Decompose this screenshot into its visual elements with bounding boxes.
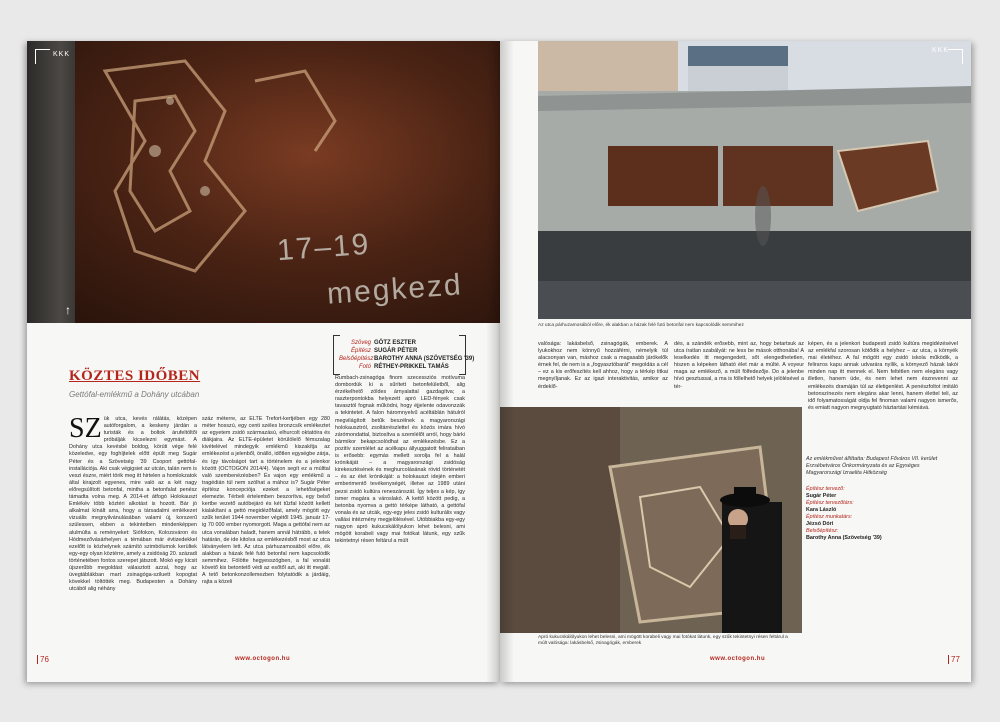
body-column-3: képen, és a jelenkori budapesti zsidó kultúra megidézésével az emlékfal szorosan kötődik a helyhez – az utca, a környék mai életéhez. A fal mögött egy zsidó iskola működik, a felirатos kapu annak udvarára nyílik, a környező házak lakói minden nap itt mennek el. Nem feltétlen nem elegáns vagy illetlen, hanem üde, és nem lehet nem észrevenni az emlékezés dramáján túl az életigenlést. A penészfoltot imitáló betonszínezés nem elegáns akar lenni, hanem élettel teli, az idő folyamatosságát oldja fel finoman valami nagyon ismerős, és emiatt nagyon megnyugtató háztartási kémiává. [808,341,958,411]
credit-row: Szöveg GÖTZ ESZTER [350,340,416,346]
section-tag: KKK [931,47,949,54]
drop-cap: SZ [69,416,102,444]
photo-pillar [27,41,75,323]
right-page [500,41,971,682]
section-tag: KKK [53,51,71,58]
article-title: KÖZTES IDŐBEN [69,368,201,384]
credit-row: Építész SUGÁR PÉTER [350,348,418,354]
body-column-2: száz méterre, az ELTE Trefort-kertjében egy 280 méter hosszú, egy centi széles bronzcsík emlékeztet az egyetem zsidó származású, elhurcolt oktatóira és diákjaira. Az ELTE-épületet körülölelő fémszalag kivételével mindegyik emlékmű kiszakítja az emlékezést a jelenből, önálló, időtlen egységbe zárja, és így távolságot tart a történelem és a jelenkor között (OCTOGON 2014/4). Vajon segít ez a múlttal való szembenézésben? És vajon egy emlékmű a tragédián túl nem szólhat a mához is? Sugár Péter építész koncepciója ezeket a lehetőségeket elemezte. Térbeli értelemben beszorítva, egy belső kertbe vezető autóbejáró és két tűzfal között kellett kialakítani a gettó megidézőfalat, amely mögött egy szűk terület 1944 november végétől 1945. január 17-ig 70 000 ember nyomorgott. Maga a gettófal nem az utca vonalában haladt, hanem annál hátrább, a telek határán, de ide kitolva az emlékezésből most az utca látványelem lett. Az utca párhuzamosából előre, ék alakban a házak felé futó betonfal nem kapcsolódik semmihez. Fölötte hegyesszögben, a fal vonalát követő kis betontető védi az esőtől azt, aki itt megáll. A tető betonkonzollemezben folytatódik a járdáig, rajta a közeli [202,416,330,586]
site-url[interactable]: www.octogon.hu [235,656,291,662]
body-column-1: SZ ük utca, kevés rálátás, középen autóforgalom, a keskeny járdán a turisták és a boltok árufeltöltői próbálják kicselezni egymást. A Dohány utca kevésbé boldog, körúti vége felé közeledve, egy foghíjtelek előtt épült meg Sugár Péter és a Szövetség '39 Csoport gettófal-installációja. Aki csak végigsiet az utcán, talán nem is veszi észre, miért törik meg itt hirtelen a homlokzatok által kirajzolt egyenes, mire való az a két nagy előregsúlított betonfal, mintha a betonfalat penész támadta volna meg. A 2014-et átfogó Holokauszt Emlékév több köztéri alkotást is hozott. Bár jó alkalmat kínált arra, hogy a társadalmi emlékezet vizuális megnyilvánulásában valami új, korszerű szülessen, ebben a tekintetben mindenképpen alulmúlta a reményeket: Siófokon, Kolozsváron és Hódmezővásárhelyen a témában már évtizedekkel ezelőtt is közhelynek számító szimbólumok kerültek egy-egy olyan köztérre, amely a zsidóság 20. századi történetében fontos szerepet játszott. Mokó egy kicsit újszerűbb megoldást választott azzal, hogy az üvegtáblákban mart zsinagóga-sziluett kopogtat kövekkel töltötték meg. Budapesten a Dohány utcából alig néhány [69,416,197,593]
corner-mark-icon [948,49,963,64]
body-column-1: valósága: lakásbelső, zsinagógák, emberek. A lyukokhoz nem könnyű hozzáférni, némelyik túl alacsonyan van, máshoz csak a magasabb járókelők érnek fel, de nem is a „fogyasztóbarát” megoldás a cél – ez a kis erőfeszítés kell ahhoz, hogy a térkép titkai megnyíljanak. Ez az igazi interaktivitás, amikor az érdeklő- [538,341,668,390]
body-column-2: dés, a szándék erősebb, mint az, hogy betartsuk az utca íratlan szabályát: ne less be mások otthonába! A leselkedés itt megengedett, sőt elengedhetetlen, hiszen a képeken látható élet már a múlté. A voyeur maga az emlékező, a múlt fölfedezője. Do a jelenbe hívó gesztussal, a ma is föllelhető helyek jelölésével a tér- [674,341,804,390]
article-credits [339,339,475,371]
body-column-3: Rumbach-zsinagóga finom szecessziós motívuma dombordúk ki a sűrített betonfelületből, alig érzékelhető zöldes árnyalattal gazdagítva; a raszterpontokba helyezett apró LED-fények csak tavasztól fognak működni, hogy éjjelente odavonzzák a tekintetet. A falon háromnyelvű acéltáblán hátulról megvilágított betűk beszélnek a magyarországi holokausztról, zsoltárrészlettel és közös imára hívó zárómondattal, biztosítva a szemlélőt arról, hogy bárki bármikor bekapcsolódhat az emlékezésbe. Ez a pozitív szemlélet az acélkapu állyuggatott felirataiban is erősebb: egymás mellett sorolja fel a halál krónikáját – a magyarországi zsidóság kirekesztésének és meghurcolásának rövid történetét – és az élet krónikáját: a holokauszt idején emberi emberimentő tevékenységét, illetve az 1989 utáni pezsi zsidó kultúra reneszánszát. Így teljes a kép, így ismer magára a városlakó. A kettő között pedig, a betonba nyomva a gettó térképe látható, a gettófal vonala és az utcák, egy-egy jeles zsidó kulturális vagy vallási intézmény megjelölésével. Utóbbiakba egy-egy nagyon apró kukucskálólyukon lehet belesni, ami mögött korabeli vagy mai fotókat látunk, egy szűk tekintetnyi résen feltárul a múlt [335,375,465,545]
corner-mark-icon [35,49,50,64]
etched-text-word: megkezd [325,268,464,311]
peephole-scene-graphic [500,407,802,633]
page-number: 77 [948,655,960,664]
site-url[interactable]: www.octogon.hu [710,656,766,662]
photo-caption-bottom: Apró kukucskálólyukon lehet belesni, ami mögött korabeli vagy mai fotókat látunk, egy szűk tekintetnyi résen feltárul a múlt valósága: lakásbelső, zsinagógák, emberek [538,635,788,646]
memorial-detail-photo [27,41,500,323]
left-page [27,41,500,682]
credit-row: Fotó RÉTHEY-PRIKKEL TAMÁS [358,364,449,370]
commission-note: Az emlékművet állíttatta: Budapest Főváros VII. kerület Erzsébetváros Önkormányzata és az Egységes Magyarországi Izraelita Hitközség [806,456,938,476]
credit-row: BelsőépítészBAROTHY ANNA (SZÖVETSÉG '39) [339,356,475,362]
photo-caption-top: Az utca párhuzamosából előre, ék alakban a házak felé futó betonfal nem kapcsolódik semmihez [538,323,744,328]
credits-sidebar: Építész tervező: Sugár Péter Építész tervezőtárs: Kara László Építész munkatárs: Jézsó Dóri Belsőépítész: Barothy Anna (Szövetség '39) [806,486,882,541]
etched-text-years: 17–19 [275,227,372,268]
street-scene-graphic [538,41,971,319]
article-subtitle: Gettófal-emlékmű a Dohány utcában [69,390,200,399]
page-number: 76 [37,655,49,664]
peephole-photo [500,407,802,633]
up-arrow-icon: ↑ [65,303,71,317]
memorial-street-photo [538,41,971,319]
